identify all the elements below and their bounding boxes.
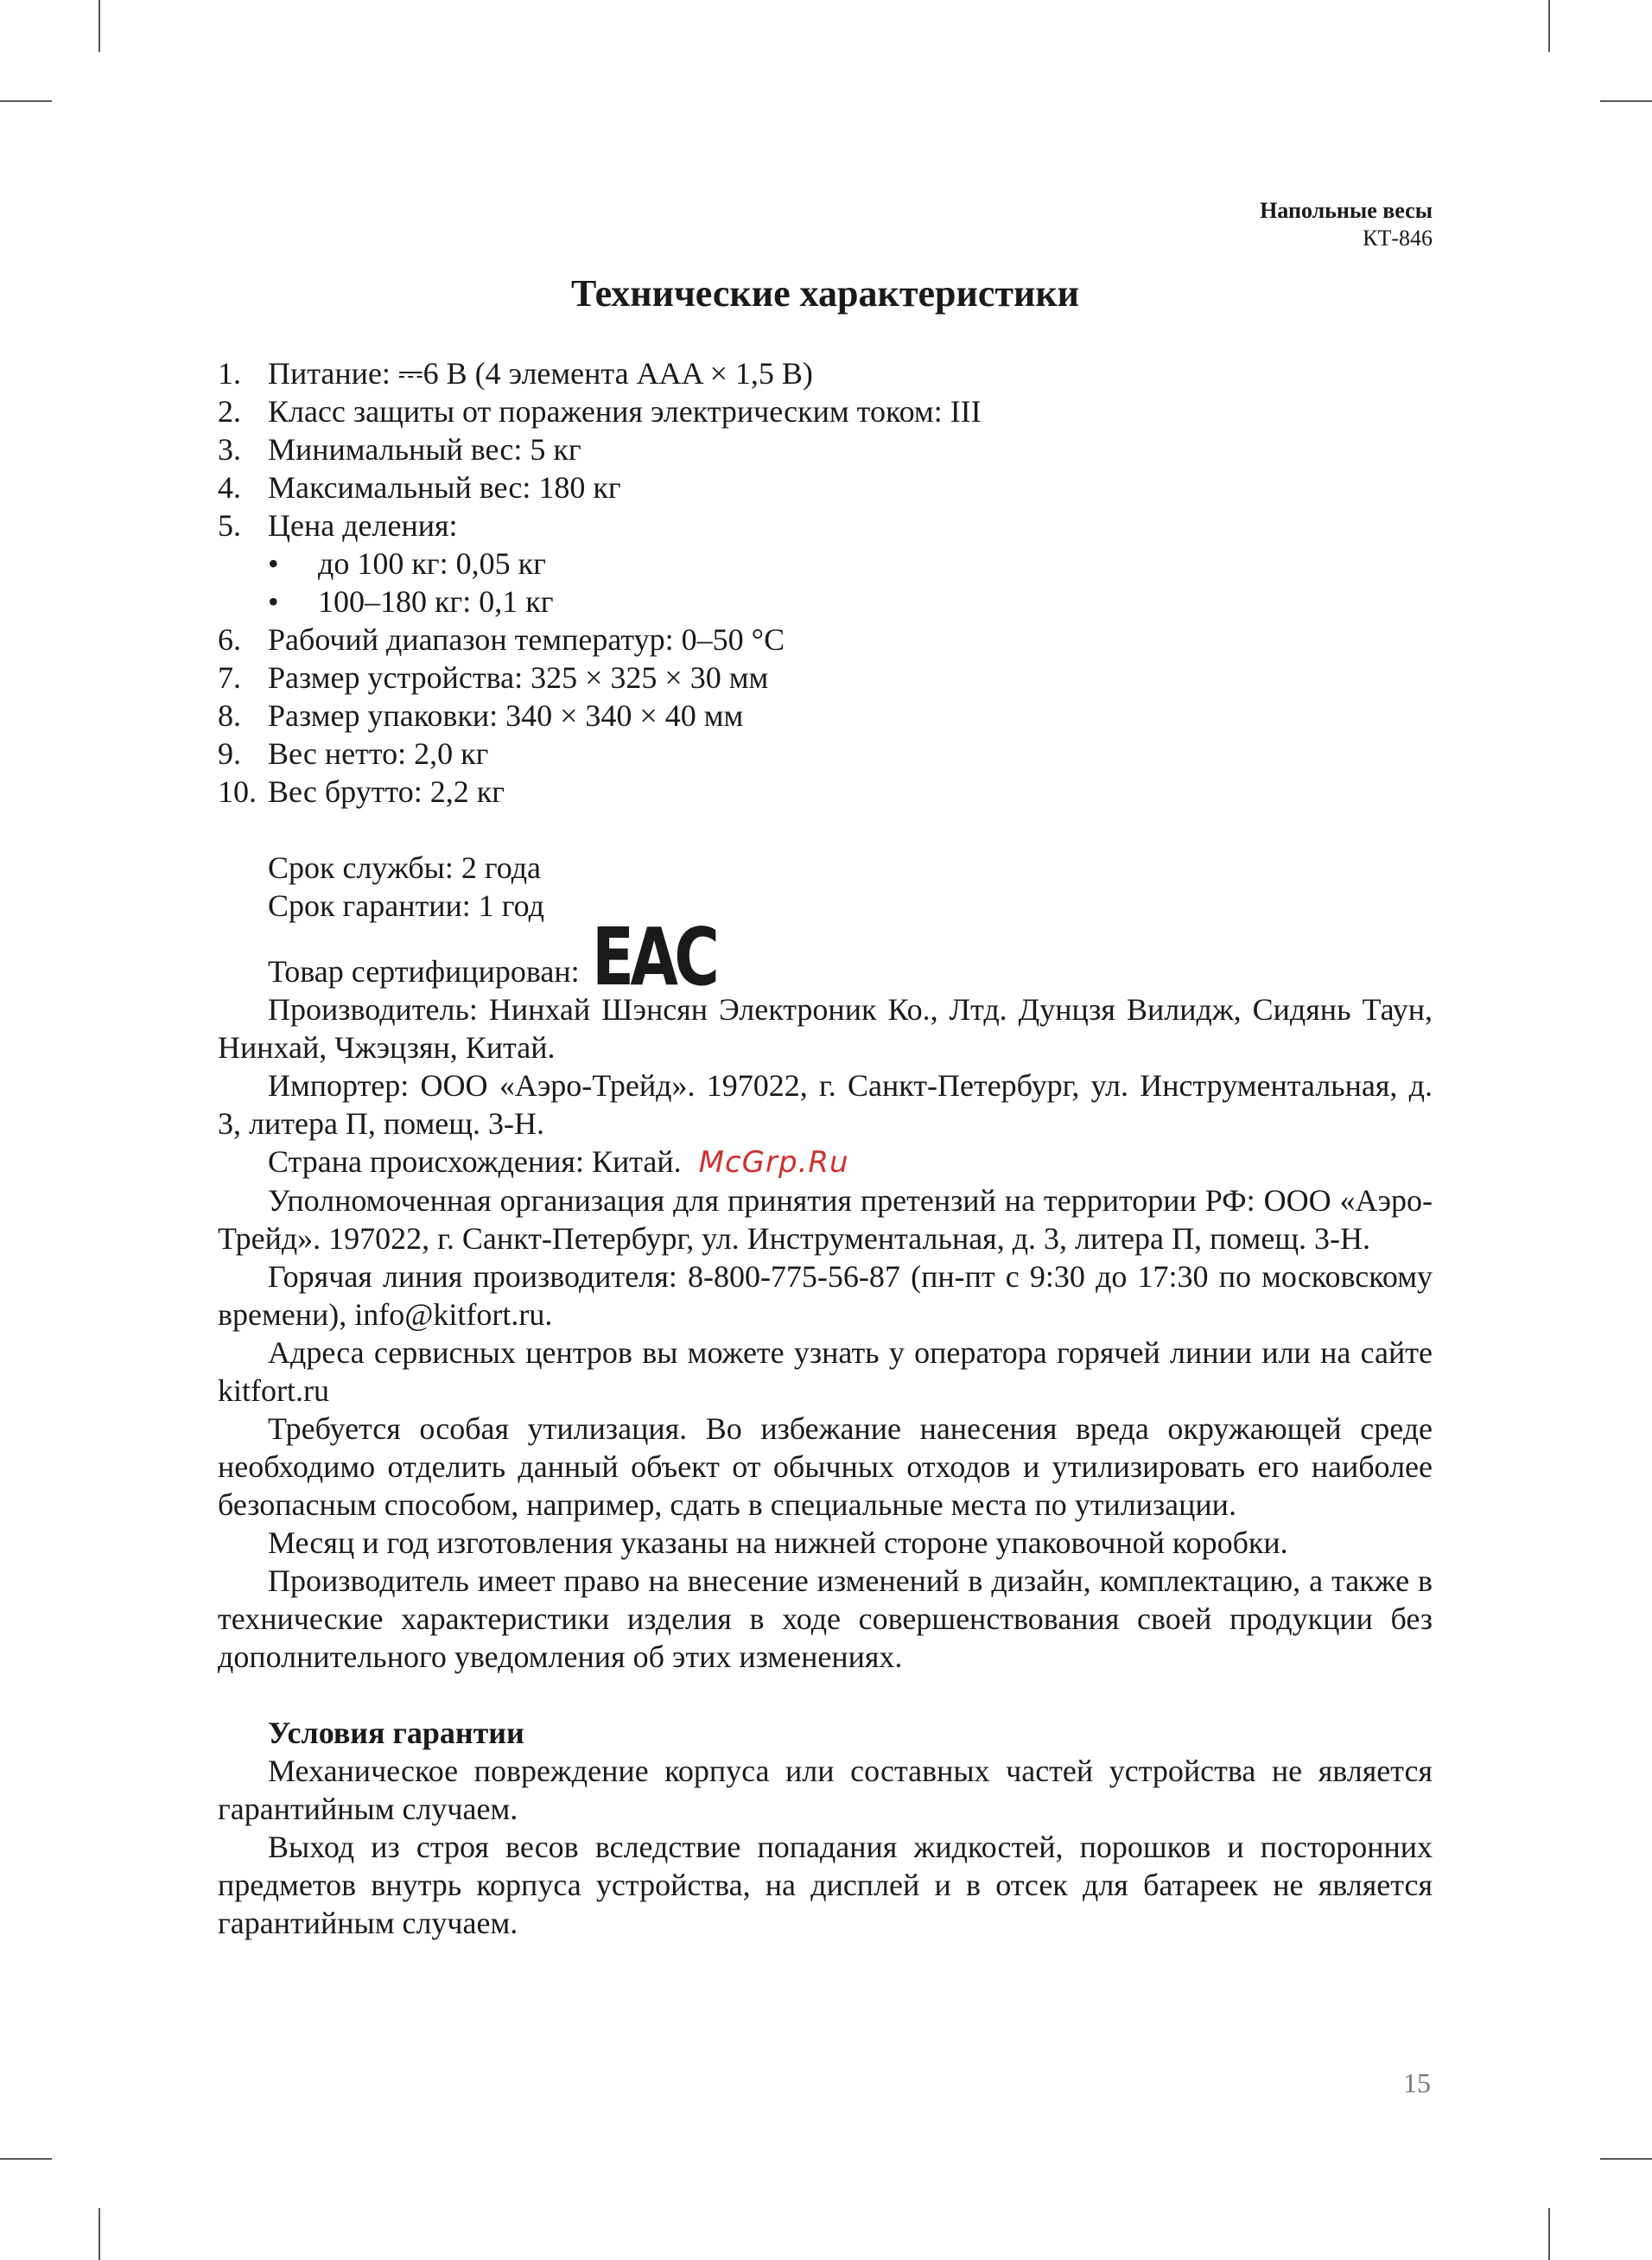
list-item: 5. Цена деления: • до 100 кг: 0,05 кг • 100–180 кг: 0,1 кг (218, 506, 1433, 621)
service-centers-text: Адреса сервисных центров вы можете узнать у оператора горячей линии или на сайте kitfort.ru (218, 1335, 1433, 1408)
origin-text: Страна происхождения: Китай. (268, 1144, 682, 1179)
service-life: Срок службы: 2 года (268, 850, 542, 885)
eac-logo: EAC (591, 911, 715, 1003)
warranty-text: Выход из строя весов вследствие попадания жидкостей, порошков и посторонних предметов внутрь корпуса устройства, на дисплей и в отсек для батареек не является гарантийным случаем. (218, 1830, 1433, 1940)
crop-mark (1600, 100, 1652, 102)
sub-item: • до 100 кг: 0,05 кг (268, 546, 546, 581)
disposal-text: Требуется особая утилизация. Во избежание нанесения вреда окружающей среде необходимо отделить данный объект от обычных отходов и утилизировать его наиболее безопасным способом, например, сдать в специальные места по утилизации. (218, 1411, 1433, 1522)
spec-list (218, 354, 1433, 811)
product-name: Напольные весы (1260, 198, 1433, 223)
watermark: McGrp.Ru (698, 1145, 849, 1180)
running-header (218, 197, 1433, 252)
list-item: 4. Максимальный вес: 180 кг (218, 470, 621, 505)
info-block (218, 849, 1433, 1676)
crop-mark (1548, 0, 1550, 52)
list-item: 6. Рабочий диапазон температур: 0–50 °C (218, 622, 785, 657)
manufacturer-text: Производитель: Нинхай Шэнсян Электроник Ко., Лтд. Дунцзя Вилидж, Сидянь Таун, Нинхай, Чжэцзян, Китай. (218, 992, 1433, 1065)
crop-mark (98, 2208, 100, 2260)
warranty-period: Срок гарантии: 1 год (268, 888, 544, 923)
manufacture-date-text: Месяц и год изготовления указаны на нижней стороне упаковочной коробки. (268, 1525, 1288, 1560)
list-item: 8. Размер упаковки: 340 × 340 × 40 мм (218, 698, 744, 733)
origin-row (218, 1143, 1433, 1181)
model-code: КТ-846 (1363, 226, 1433, 251)
page-number: 15 (1403, 2067, 1431, 2098)
list-item: 7. Размер устройства: 325 × 325 × 30 мм (218, 660, 769, 695)
list-item: 10. Вес брутто: 2,2 кг (218, 774, 505, 809)
certification-row (218, 911, 1433, 1003)
authorized-text: Уполномоченная организация для принятия претензий на территории РФ: ООО «Аэро-Трейд». 197022, г. Санкт-Петербург, ул. Инструментальная, д. 3, литера П, помещ. 3-Н. (218, 1183, 1433, 1256)
sub-item: • 100–180 кг: 0,1 кг (268, 584, 554, 619)
list-item: 3. Минимальный вес: 5 кг (218, 432, 581, 467)
warranty-heading: Условия гарантии (268, 1716, 524, 1750)
hotline-text: Горячая линия производителя: 8-800-775-56-87 (пн-пт с 9:30 до 17:30 по московскому времени), info@kitfort.ru. (218, 1259, 1433, 1332)
certified-label: Товар сертифицирован: (268, 954, 580, 989)
importer-text: Импортер: ООО «Аэро-Трейд». 197022, г. Санкт-Петербург, ул. Инструментальная, д. 3, литера П, помещ. 3-Н. (218, 1068, 1433, 1141)
crop-mark (1548, 2208, 1550, 2260)
crop-mark (98, 0, 100, 52)
changes-text: Производитель имеет право на внесение изменений в дизайн, комплектацию, а также в технические характеристики изделия в ходе совершенствования своей продукции без дополнительного уведомления об этих изменениях. (218, 1563, 1433, 1674)
division-sublist (268, 544, 1433, 621)
crop-mark (0, 2158, 52, 2160)
crop-mark (0, 100, 52, 102)
warranty-text: Механическое повреждение корпуса или составных частей устройства не является гарантийным случаем. (218, 1754, 1433, 1826)
list-item: 9. Вес нетто: 2,0 кг (218, 736, 489, 771)
page-title: Технические характеристики (570, 272, 1080, 315)
list-item: 2. Класс защиты от поражения электрическим током: III (218, 394, 982, 429)
list-item: 1. Питание: ⎓6 В (4 элемента AAA × 1,5 В) (218, 356, 813, 391)
crop-mark (1600, 2158, 1652, 2160)
document-page (218, 197, 1433, 1942)
